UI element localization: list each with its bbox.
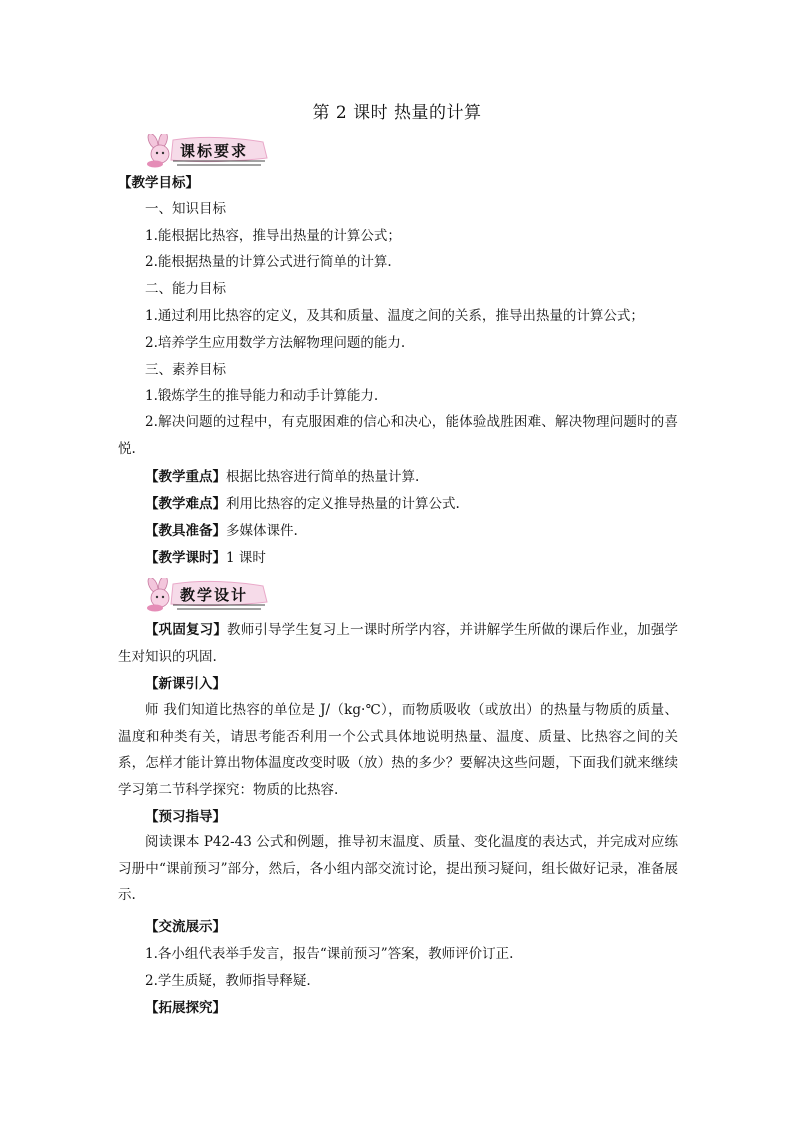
preview-label: 【预习指导】 [145, 809, 226, 825]
intro-paragraph: 师 我们知道比热容的单位是 J/（kg·℃），而物质吸收（或放出）的热量与物质的质量、温度和种类有关，请思考能否利用一个公式具体地说明热量、温度、质量、比热容之间的关系，怎样才能计算出物体温度改变时吸（放）热的多少？要解决这些问题，下面我们就来继续学习第二节科学探究：物质的比热容. [118, 702, 678, 798]
knowledge-heading: 一、知识目标 [145, 201, 226, 217]
tools-line [145, 522, 298, 540]
exchange-item-1: 1.各小组代表举手发言，报告“课前预习”答案，教师评价订正. [145, 946, 514, 962]
review-text: 教师引导学生复习上一课时所学内容，并讲解学生所做的课后作业，加强学生对知识的巩固. [118, 622, 679, 665]
exchange-heading [145, 918, 226, 936]
explore-label: 【拓展探究】 [145, 1000, 226, 1016]
banner-label: 课标要求 [180, 142, 249, 160]
ability-item-1: 1.通过利用比热容的定义，及其和质量、温度之间的关系，推导出热量的计算公式； [145, 308, 644, 324]
intro-heading [145, 675, 226, 693]
page-title: 第 2 课时 热量的计算 [312, 103, 482, 123]
hours-text: 1 课时 [226, 550, 266, 566]
difficulty-text: 利用比热容的定义推导热量的计算公式. [226, 496, 460, 512]
exchange-label: 【交流展示】 [145, 919, 226, 935]
ability-heading: 二、能力目标 [145, 281, 226, 297]
review-paragraph [118, 617, 678, 670]
difficulty-line [145, 495, 460, 513]
knowledge-item-2: 2.能根据热量的计算公式进行简单的计算. [145, 254, 392, 270]
focus-label: 【教学重点】 [145, 469, 226, 485]
focus-line [145, 468, 419, 486]
hours-label: 【教学课时】 [145, 550, 226, 566]
banner-label: 教学设计 [180, 586, 249, 604]
quality-heading: 三、素养目标 [145, 362, 226, 378]
preview-heading [145, 808, 226, 826]
difficulty-label: 【教学难点】 [145, 496, 226, 512]
review-label: 【巩固复习】 [145, 622, 228, 638]
knowledge-item-1: 1.能根据比热容，推导出热量的计算公式； [145, 228, 401, 244]
exchange-item-2: 2.学生质疑，教师指导释疑. [145, 973, 311, 989]
focus-text: 根据比热容进行简单的热量计算. [226, 469, 420, 485]
goals-heading: 【教学目标】 [118, 175, 199, 191]
tools-text: 多媒体课件. [226, 523, 298, 539]
preview-paragraph: 阅读课本 P42-43 公式和例题，推导初末温度、质量、变化温度的表达式，并完成对应练习册中“课前预习”部分，然后，各小组内部交流讨论，提出预习疑问，组长做好记录，准备展示. [118, 834, 678, 903]
section-banner-design [143, 578, 273, 612]
intro-label: 【新课引入】 [145, 676, 226, 692]
explore-heading [145, 999, 226, 1017]
section-banner-curriculum [143, 134, 273, 168]
hours-line [145, 549, 266, 567]
quality-item-1: 1.锻炼学生的推导能力和动手计算能力. [145, 388, 379, 404]
tools-label: 【教具准备】 [145, 523, 226, 539]
ability-item-2: 2.培养学生应用数学方法解物理问题的能力. [145, 335, 406, 351]
quality-item-2: 2.解决问题的过程中，有克服困难的信心和决心，能体验战胜困难、解决物理问题时的喜悦. [118, 414, 678, 457]
